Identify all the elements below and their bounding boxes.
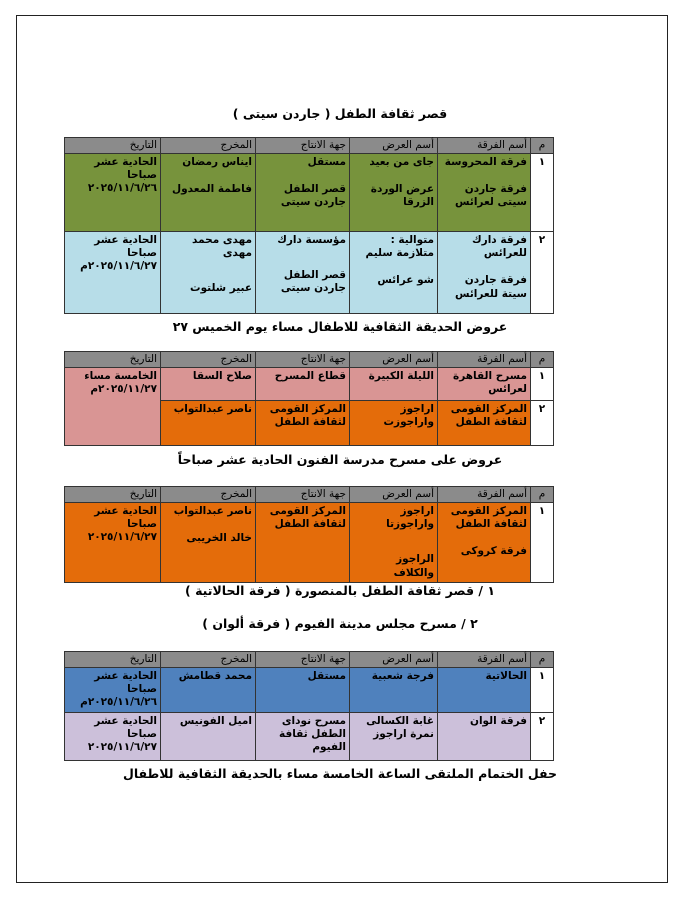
row-num: ٢	[531, 401, 554, 446]
row-num: ١	[531, 154, 554, 232]
section4-title2: ٢ / مسرح مجلس مدينة الفيوم ( فرقة ألوان )	[202, 616, 478, 631]
date-b: ٢٠٢٥/١١/٦/٢٦م	[80, 696, 157, 709]
show-b: الراجوز والكلاف	[393, 553, 434, 579]
date-b: ٢٠٢٥/١١/٦/٢٦	[87, 182, 157, 195]
date-b: ٢٠٢٥/١١/٦/٢٧	[87, 531, 157, 544]
date-b: ٢٠٢٥/١١/٦/٢٧	[87, 741, 157, 754]
director-cell	[161, 503, 256, 583]
production-cell: المركز القومى لثقافة الطفل	[256, 503, 350, 583]
prod-b: قصر الطفل جاردن سيتى	[280, 183, 346, 209]
prod-b: قصر الطفل جاردن سيتى	[280, 269, 346, 295]
row-num: ١	[531, 368, 554, 401]
header-troupe: أسم الفرقة	[438, 352, 531, 368]
dir-a: مهدى محمد مهدى	[192, 234, 252, 260]
header-production: جهة الانتاج	[256, 352, 350, 368]
show-a: متوالية : متلازمة سليم	[365, 234, 434, 260]
header-show: أسم العرض	[350, 487, 438, 503]
director-cell	[161, 232, 256, 314]
troupe-b: فرقة كروكى	[460, 545, 527, 558]
header-num: م	[531, 352, 554, 368]
header-production: جهة الانتاج	[256, 652, 350, 668]
troupe-cell: الحالاتية	[438, 668, 531, 713]
production-cell: قطاع المسرح	[256, 368, 350, 401]
row-num: ٢	[531, 713, 554, 761]
dir-b: عبير شلتوت	[190, 282, 252, 295]
table-header-row	[65, 652, 554, 668]
dir-a: ناصر عبدالتواب	[173, 505, 252, 518]
production-cell	[256, 154, 350, 232]
section4-table	[64, 651, 554, 761]
date-a: الحادية عشر صباحا	[94, 505, 157, 531]
troupe-b: فرقة جاردن سيتى لعرائس	[455, 183, 527, 209]
header-production: جهة الانتاج	[256, 138, 350, 154]
section2-table	[64, 351, 554, 446]
show-a: جاى من بعيد	[369, 156, 434, 169]
section1-table	[64, 137, 554, 314]
troupe-cell	[438, 232, 531, 314]
production-cell: المركز القومى لثقافة الطفل	[256, 401, 350, 446]
date-a: الحادية عشر صباحا	[94, 715, 157, 741]
header-production: جهة الانتاج	[256, 487, 350, 503]
section1-title: قصر ثقافة الطفل ( جاردن سيتى )	[232, 106, 448, 121]
date-b: ٢٠٢٥/١١/٦/٢٧م	[80, 260, 157, 273]
troupe-cell: المركز القومى لثقافة الطفل	[438, 401, 531, 446]
header-num: م	[531, 138, 554, 154]
show-cell: الليلة الكبيرة	[350, 368, 438, 401]
section4-title1: ١ / قصر ثقافة الطفل بالمنصورة ( فرقة الحالاتية )	[185, 583, 495, 598]
date-cell	[65, 713, 161, 761]
director-cell	[161, 154, 256, 232]
row-num: ١	[531, 668, 554, 713]
table-row	[65, 154, 554, 232]
header-date: التاريخ	[65, 138, 161, 154]
show-cell	[350, 232, 438, 314]
troupe-a: المركز القومى لثقافة الطفل	[450, 505, 527, 531]
header-troupe: أسم الفرقة	[438, 138, 531, 154]
footer-note: حفل الختمام الملتقى الساعة الخامسة مساء بالحديقة الثقافية للاطفال	[123, 766, 557, 781]
header-date: التاريخ	[65, 652, 161, 668]
production-cell: مستقل	[256, 668, 350, 713]
director-cell: محمد قطامش	[161, 668, 256, 713]
date-cell	[65, 503, 161, 583]
date-b: ٢٠٢٥/١١/٢٧م	[90, 383, 157, 396]
dir-b: فاطمة المعدول	[172, 183, 252, 196]
header-show: أسم العرض	[350, 138, 438, 154]
section2-title: عروض الحديقة الثقافية للاطفال مساء يوم الخميس ٢٧	[172, 319, 508, 334]
table-header-row	[65, 352, 554, 368]
header-date: التاريخ	[65, 487, 161, 503]
director-cell: اميل الفونيس	[161, 713, 256, 761]
date-cell	[65, 154, 161, 232]
table-row	[65, 368, 554, 401]
table-row	[65, 668, 554, 713]
table-row	[65, 713, 554, 761]
director-cell: ناصر عبدالتواب	[161, 401, 256, 446]
table-header-row	[65, 487, 554, 503]
date-cell	[65, 368, 161, 446]
table-header-row	[65, 138, 554, 154]
dir-b: خالد الخريبى	[186, 532, 252, 545]
show-cell: غابة الكسالى نمرة اراجوز	[350, 713, 438, 761]
header-troupe: أسم الفرقة	[438, 487, 531, 503]
dir-a: ايناس رمضان	[182, 156, 252, 169]
troupe-b: فرقة جاردن سيتة للعرائس	[455, 274, 527, 300]
header-troupe: أسم الفرقة	[438, 652, 531, 668]
row-num: ١	[531, 503, 554, 583]
header-num: م	[531, 652, 554, 668]
prod-a: مستقل	[307, 156, 346, 169]
date-a: الحادية عشر صباحا	[94, 156, 157, 182]
show-cell	[350, 154, 438, 232]
header-show: أسم العرض	[350, 652, 438, 668]
show-a: اراجوز واراجوزتا	[386, 505, 434, 531]
show-cell	[350, 503, 438, 583]
show-b: عرض الوردة الزرقا	[370, 183, 434, 209]
show-cell: اراجوز واراجوزت	[350, 401, 438, 446]
troupe-a: فرقة دارك للعرائس	[472, 234, 527, 260]
troupe-cell	[438, 503, 531, 583]
troupe-a: فرقة المحروسة	[444, 156, 527, 169]
production-cell	[256, 232, 350, 314]
date-cell	[65, 668, 161, 713]
troupe-cell: مسرح القاهرة لعرائس	[438, 368, 531, 401]
section3-title: عروض على مسرح مدرسة الفنون الحادية عشر صباحاً	[177, 452, 503, 467]
header-date: التاريخ	[65, 352, 161, 368]
table-row	[65, 503, 554, 583]
header-director: المخرج	[161, 652, 256, 668]
show-cell: فرجة شعبية	[350, 668, 438, 713]
header-director: المخرج	[161, 138, 256, 154]
section3-table	[64, 486, 554, 583]
date-a: الحادية عشر صباحا	[94, 670, 157, 696]
troupe-cell: فرقة الوان	[438, 713, 531, 761]
date-a: الحادية عشر صباحا	[94, 234, 157, 260]
date-a: الخامسة مساء	[84, 370, 157, 383]
row-num: ٢	[531, 232, 554, 314]
header-director: المخرج	[161, 487, 256, 503]
header-director: المخرج	[161, 352, 256, 368]
director-cell: صلاح السقا	[161, 368, 256, 401]
troupe-cell	[438, 154, 531, 232]
show-b: شو عرائس	[377, 274, 434, 287]
table-row	[65, 232, 554, 314]
date-cell	[65, 232, 161, 314]
prod-a: مؤسسة دارك	[277, 234, 346, 247]
header-show: أسم العرض	[350, 352, 438, 368]
header-num: م	[531, 487, 554, 503]
production-cell: مسرح نوداى الطفل ثقافة الفيوم	[256, 713, 350, 761]
